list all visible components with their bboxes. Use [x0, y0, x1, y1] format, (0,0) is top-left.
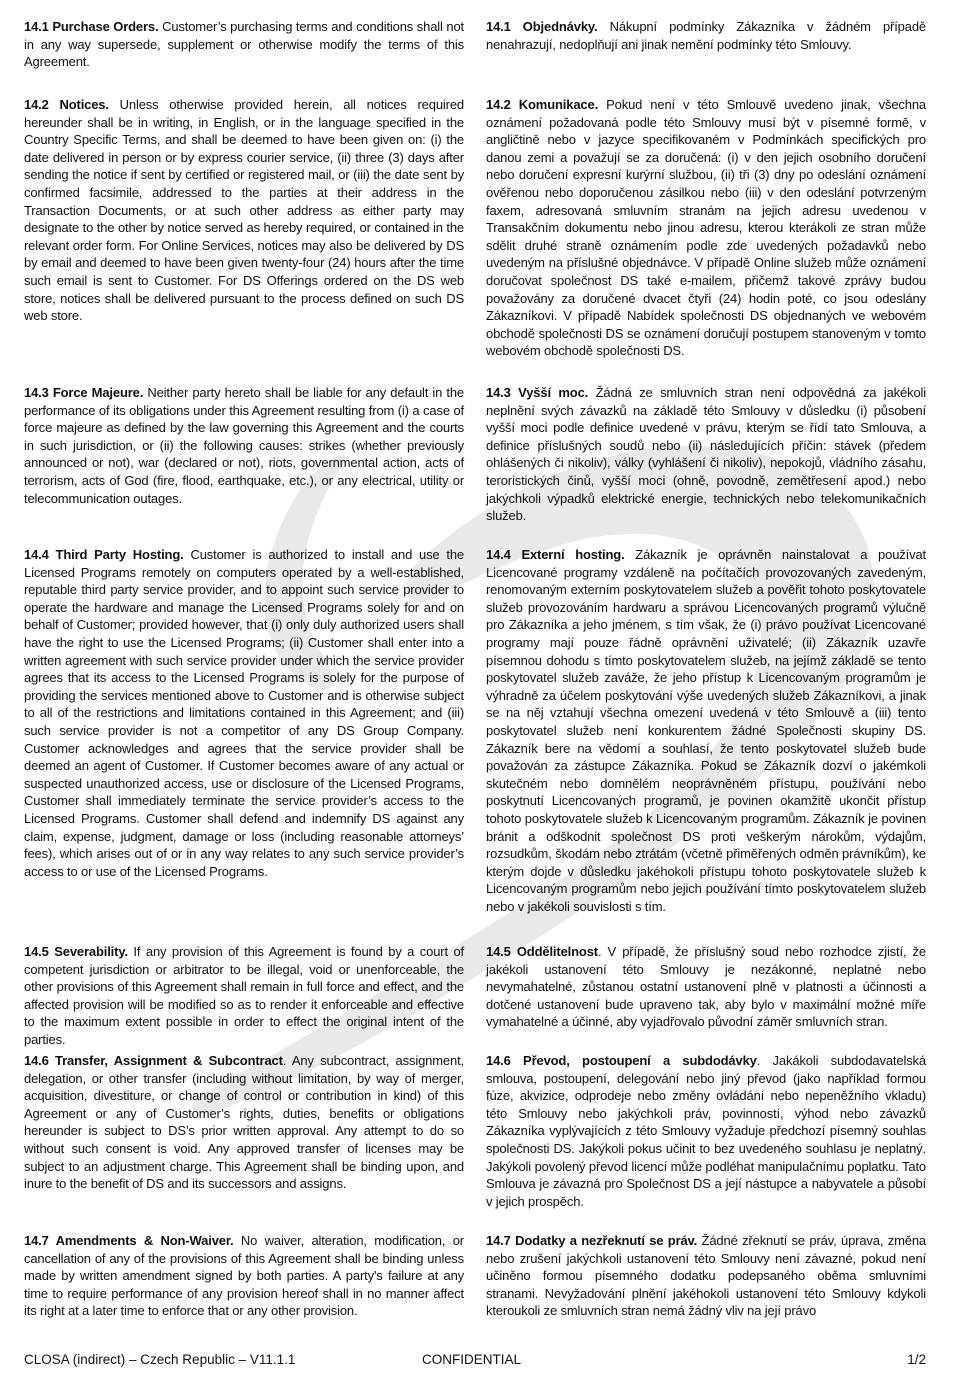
clause-14-2-en — [24, 96, 464, 325]
clause-body: Pokud není v této Smlouvě uvedeno jinak, všechna oznámení požadovaná podle této Smlouvy musí být v písemné formě, v angličtině nebo v jazyce specifikovaném v Podmínkách specifických pro danou zemi a považují se za doručená: (i) v den jejich osobního doručení nebo doručení expresní kurýrní službou, (ii) tři (3) dny po odeslání oznámení ověřenou nebo doporučenou zásilkou nebo (iii) v den odeslání potvrzeným faxem, adresovaná smluvním stranám na jejich adresu uvedenou v Transakčním dokumentu nebo jinou adresu, kterou kterákoli ze stran může sdělit druhé straně oznámením podle zde uvedených požadavků nebo uvedeným na příslušné objednávce. V případě Online služeb může oznámení doručovat společnost DS také e-mailem, přičemž takové zprávy budou považovány za doručené dvacet čtyři (24) hodin poté, co jsou odeslány Zákazníkovi. V případě Nabídek společnosti DS objednaných ve webovém obchodě společnosti DS se oznámení doručují postupem stanoveným v tomto webovém obchodě společnosti DS. — [486, 97, 926, 359]
clause-body: No waiver, alteration, modification, or cancellation of any of the provisions of this Agreement shall be binding unless made by written amendment signed by both parties. A party's failure at any time to require performance of any provision hereof shall in no manner affect its right at a later time to enforce that or any other provision. — [24, 1233, 464, 1319]
clause-heading: 14.7 Amendments & Non-Waiver. — [24, 1233, 234, 1248]
clause-body: Neither party hereto shall be liable for any default in the performance of its obligations under this Agreement resulting from (i) a case of force majeure as defined by the law governing this Agreement and the courts in such jurisdiction, or (ii) the following causes: strikes (whether previously announced or not), war (declared or not), riots, governmental action, acts of terrorism, acts of God (fire, flood, earthquake, etc.), or any electrical, utility or telecommunication outages. — [24, 385, 464, 506]
clause-body: Zákazník je oprávněn nainstalovat a používat Licencované programy vzdáleně na počítačích provozovaných zavedeným, renomovaným externím poskytovatelem služeb a pověřit tohoto poskytovatele služeb provozováním hardwaru a správou Licencovaných programů výlučně pro Zákazníka a jeho jménem, s tím však, že (i) právo používat Licencované programy mají pouze řádně oprávnění uživatelé; (ii) Zákazník uzavře písemnou dohodu s tímto poskytovatelem služeb, na jejímž základě se tento poskytovatel služeb zaváže, že jeho přístup k Licencovaným programům je výhradně za účelem poskytování výše uvedených služeb Zákazníkovi, a jinak se na něj vztahují všechna omezení uvedená v této Smlouvě a (iii) tento poskytovatel služeb není konkurentem žádné Společnosti skupiny DS. Zákazník bere na vědomí a souhlasí, že tento poskytovatel služeb bude považován za zástupce Zákazníka. Pokud se Zákazník dozví o jakémkoli skutečném nebo domnělém neoprávněném přístupu, používání nebo poskytnutí Licencovaných programů, je povinen okamžitě ukončit přístup tohoto poskytovatele služeb k Licencovaným programům. Zákazník je povinen bránit a odškodnit společnost DS proti veškerým nárokům, výdajům, rozsudkům, škodám nebo ztrátám (včetně přiměřených odměn právníkům), ke kterým dojde v důsledku jakéhokoli přístupu tohoto poskytovatele služeb k Licencovaným programům nebo jejich používání tímto poskytovatelem služeb nebo v jakékoli souvislosti s tím. — [486, 547, 926, 914]
clause-body: Nákupní podmínky Zákazníka v žádném případě nenahrazují, nedoplňují ani jinak nemění podmínky této Smlouvy. — [486, 19, 926, 52]
clause-14-5-en — [24, 943, 464, 1049]
clause-14-6-en — [24, 1052, 464, 1193]
clause-14-3-cz — [486, 384, 926, 525]
clause-14-6-cz — [486, 1052, 926, 1210]
clause-body: Customer is authorized to install and use the Licensed Programs remotely on computers operated by a well-established, reputable third party service provider, and to appoint such service provider to operate the hardware and manage the Licensed Programs solely for and on behalf of Customer; provided however, that (i) only duly authorized users shall have the right to use the Licensed Programs; (ii) Customer shall enter into a written agreement with such service provider under which the service provider agrees that its access to the Licensed Programs is solely for the purpose of providing the services mentioned above to Customer and is otherwise subject to all of the restrictions and limitations contained in this Agreement; and (iii) such service provider is not a competitor of any DS Group Company. Customer acknowledges and agrees that the service provider shall be deemed an agent of Customer. If Customer becomes aware of any actual or suspected unauthorized access, use or disclosure of the Licensed Programs, Customer shall immediately terminate the service provider’s access to the Licensed Programs. Customer shall defend and indemnify DS against any claim, expense, judgment, damage or loss (including reasonable attorneys’ fees), which arises out of or in any way relates to any such service provider’s access to or use of the Licensed Programs. — [24, 547, 464, 879]
page-footer — [24, 1352, 926, 1372]
clause-body: Customer’s purchasing terms and conditions shall not in any way supersede, supplement or otherwise modify the terms of this Agreement. — [24, 19, 465, 70]
clause-heading: 14.5 Severability. — [24, 944, 128, 959]
clause-14-5-cz — [486, 943, 926, 1031]
clause-heading: 14.2 Notices. — [24, 97, 109, 112]
clause-heading: 14.6 Převod, postoupení a subdodávky — [486, 1053, 757, 1068]
clause-14-2-cz — [486, 96, 926, 360]
clause-heading: 14.1 Purchase Orders. — [24, 19, 159, 34]
clause-heading: 14.4 Third Party Hosting. — [24, 547, 184, 562]
clause-14-4-en — [24, 546, 464, 880]
footer-confidential-label: CONFIDENTIAL — [422, 1352, 522, 1367]
clause-body: If any provision of this Agreement is found by a court of competent jurisdiction or arbitrator to be illegal, void or unenforceable, the other provisions of this Agreement shall remain in full force and effect, and the affected provision will be modified so as to render it enforceable and effective to the maximum extent possible in order to effect the original intent of the parties. — [24, 944, 464, 1047]
clause-14-7-cz — [486, 1232, 926, 1320]
clause-heading: 14.3 Vyšší moc. — [486, 385, 589, 400]
clause-heading: 14.5 Oddělitelnost — [486, 944, 598, 959]
clause-heading: 14.2 Komunikace. — [486, 97, 599, 112]
clause-heading: 14.3 Force Majeure. — [24, 385, 144, 400]
clause-14-1-en — [24, 18, 464, 71]
footer-page-number: 1/2 — [907, 1352, 926, 1367]
clause-body: Žádná ze smluvních stran není odpovědná za jakékoli neplnění svých závazků na základě této Smlouvy v důsledku (i) působení vyšší moci podle definice uvedené v právu, kterým se řídí tato Smlouva, a definice příslušných soudů nebo (ii) následujících příčin: stávek (předem ohlášených či nikoliv), války (vyhlášení či nikoliv), nepokojů, vládního zásahu, teroristických činů, vyšší moci (ohně, povodně, zemětřesení apod.) nebo jakýchkoli výpadků elektrické energie, technických nebo telekomunikačních služeb. — [486, 385, 926, 524]
clause-heading: 14.1 Objednávky. — [486, 19, 598, 34]
clause-14-4-cz — [486, 546, 926, 915]
clause-heading: 14.7 Dodatky a nezřeknutí se práv. — [486, 1233, 698, 1248]
clause-14-3-en — [24, 384, 464, 507]
clause-body: Žádné zřeknutí se práv, úprava, změna nebo zrušení jakýchkoli ustanovení této Smlouvy není závazné, pokud není učiněno formou písemného dodatku podepsaného oběma smluvními stranami. Nevyžadování plnění jakéhokoli ustanovení této Smlouvy kdykoli kteroukoli ze smluvních stran nemá žádný vliv na její právo — [486, 1233, 926, 1319]
clause-body: . Jakákoli subdodavatelská smlouva, postoupení, delegování nebo jiný převod (jako například formou fúze, akvizice, odprodeje nebo změny ovládání nebo nepeněžního vkladu) této Smlouvy nebo jakýchkoli práv, povinností, výhod nebo závazků Zákazníka vyplývajících z této Smlouvy vyžaduje předchozí písemný souhlas společnosti DS. Jakýkoli pokus učinit to bez uvedeného souhlasu je neplatný. Jakýkoli povolený převod licencí může podléhat manipulačnímu poplatku. Tato Smlouva je závazná pro Společnost DS a její nástupce a nabyvatele a působí v jejich prospěch. — [486, 1053, 926, 1209]
clause-heading: 14.6 Transfer, Assignment & Subcontract — [24, 1053, 283, 1068]
clause-heading: 14.4 Externí hosting. — [486, 547, 625, 562]
clause-body: Unless otherwise provided herein, all notices required hereunder shall be in writing, in English, or in the language specified in the Country Specific Terms, and shall be deemed to have been given on: (i) the date delivered in person or by express courier service, (ii) three (3) days after sending the notice if sent by certified or registered mail, or (iii) the date sent by confirmed facsimile, addressed to the parties at their address in the Transaction Documents, or at such other address as either party may designate to the other by notice served as hereby required, or contained in the relevant order form. For Online Services, notices may also be delivered by DS by email and deemed to have been given twenty-four (24) hours after the time such email is sent to Customer. For DS Offerings ordered on the DS web store, notices shall be delivered pursuant to the process defined on such DS web store. — [24, 97, 464, 324]
clause-body: . V případě, že příslušný soud nebo rozhodce zjistí, že jakékoli ustanovení této Smlouvy je nezákonné, neplatné nebo nevymahatelné, zůstanou ostatní ustanovení plně v platnosti a účinnosti a dotčené ustanovení bude upraveno tak, aby bylo v maximální možné míře vymahatelné a účinné, aby vyjadřovalo původní záměr smluvních stran. — [486, 944, 926, 1030]
clause-14-1-cz — [486, 18, 926, 53]
footer-document-id: CLOSA (indirect) – Czech Republic – V11.1.1 — [24, 1352, 296, 1367]
clause-body: . Any subcontract, assignment, delegation, or other transfer (including without limitation, by way of merger, acquisition, divestiture, or change of control or contribution in kind) of this Agreement or any of Customer’s rights, duties, benefits or obligations hereunder is subject to DS’s prior written approval. Any attempt to do so without such consent is void. Any approved transfer of licenses may be subject to an adjustment charge. This Agreement shall be binding upon, and inure to the benefit of DS and its successors and assigns. — [24, 1053, 464, 1192]
clause-14-7-en — [24, 1232, 464, 1320]
